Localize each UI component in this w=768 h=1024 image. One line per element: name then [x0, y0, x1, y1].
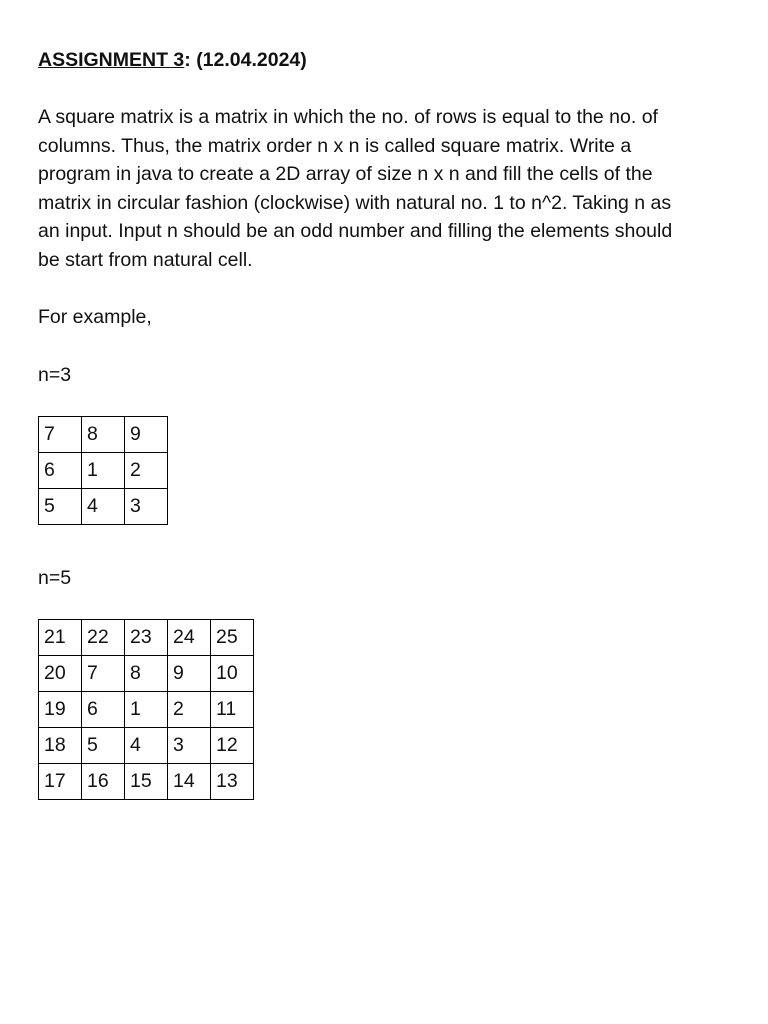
matrix-cell: 7	[39, 417, 82, 453]
table-row	[39, 728, 254, 764]
matrix-cell: 6	[39, 453, 82, 489]
assignment-heading	[38, 46, 738, 74]
problem-line: columns. Thus, the matrix order n x n is called square matrix. Write a	[38, 134, 632, 157]
matrix-cell: 4	[125, 728, 168, 764]
matrix-cell: 24	[168, 620, 211, 656]
table-row	[39, 656, 254, 692]
problem-line: program in java to create a 2D array of size n x n and fill the cells of the	[38, 163, 653, 186]
matrix-cell: 5	[82, 728, 125, 764]
matrix-cell: 7	[82, 656, 125, 692]
matrix-cell: 8	[82, 417, 125, 453]
problem-line: matrix in circular fashion (clockwise) with natural no. 1 to n^2. Taking n as	[38, 191, 672, 214]
table-row	[39, 620, 254, 656]
problem-statement	[38, 103, 738, 275]
matrix-cell: 18	[39, 728, 82, 764]
matrix-cell: 13	[211, 764, 254, 800]
assignment-heading-date: : (12.04.2024)	[184, 49, 307, 71]
matrix-cell: 4	[82, 489, 125, 525]
matrix-cell: 1	[82, 453, 125, 489]
matrix-cell: 11	[211, 692, 254, 728]
matrix-cell: 3	[168, 728, 211, 764]
table-row	[39, 417, 168, 453]
table-row	[39, 453, 168, 489]
matrix-cell: 25	[211, 620, 254, 656]
example-1-label: n=3	[38, 364, 72, 386]
problem-line: A square matrix is a matrix in which the no. of rows is equal to the no. of	[38, 106, 658, 128]
matrix-cell: 19	[39, 692, 82, 728]
matrix-cell: 17	[39, 764, 82, 800]
matrix-3x3	[38, 416, 168, 525]
problem-line: an input. Input n should be an odd number and filling the elements should	[38, 220, 673, 243]
assignment-heading-title: ASSIGNMENT 3	[38, 49, 185, 71]
problem-line: be start from natural cell.	[38, 248, 253, 271]
matrix-cell: 16	[82, 764, 125, 800]
matrix-cell: 8	[125, 656, 168, 692]
matrix-cell: 10	[211, 656, 254, 692]
matrix-cell: 20	[39, 656, 82, 692]
matrix-cell: 2	[125, 453, 168, 489]
document-page	[38, 46, 738, 792]
matrix-cell: 23	[125, 620, 168, 656]
table-row	[39, 764, 254, 800]
matrix-cell: 6	[82, 692, 125, 728]
matrix-cell: 15	[125, 764, 168, 800]
matrix-cell: 1	[125, 692, 168, 728]
table-row	[39, 489, 168, 525]
example-2-label: n=5	[38, 567, 72, 589]
matrix-cell: 2	[168, 692, 211, 728]
matrix-cell: 14	[168, 764, 211, 800]
matrix-cell: 3	[125, 489, 168, 525]
example-intro: For example,	[38, 306, 152, 328]
matrix-cell: 21	[39, 620, 82, 656]
matrix-5x5	[38, 619, 254, 800]
matrix-cell: 9	[125, 417, 168, 453]
matrix-cell: 12	[211, 728, 254, 764]
matrix-cell: 22	[82, 620, 125, 656]
table-row	[39, 692, 254, 728]
matrix-cell: 9	[168, 656, 211, 692]
matrix-cell: 5	[39, 489, 82, 525]
